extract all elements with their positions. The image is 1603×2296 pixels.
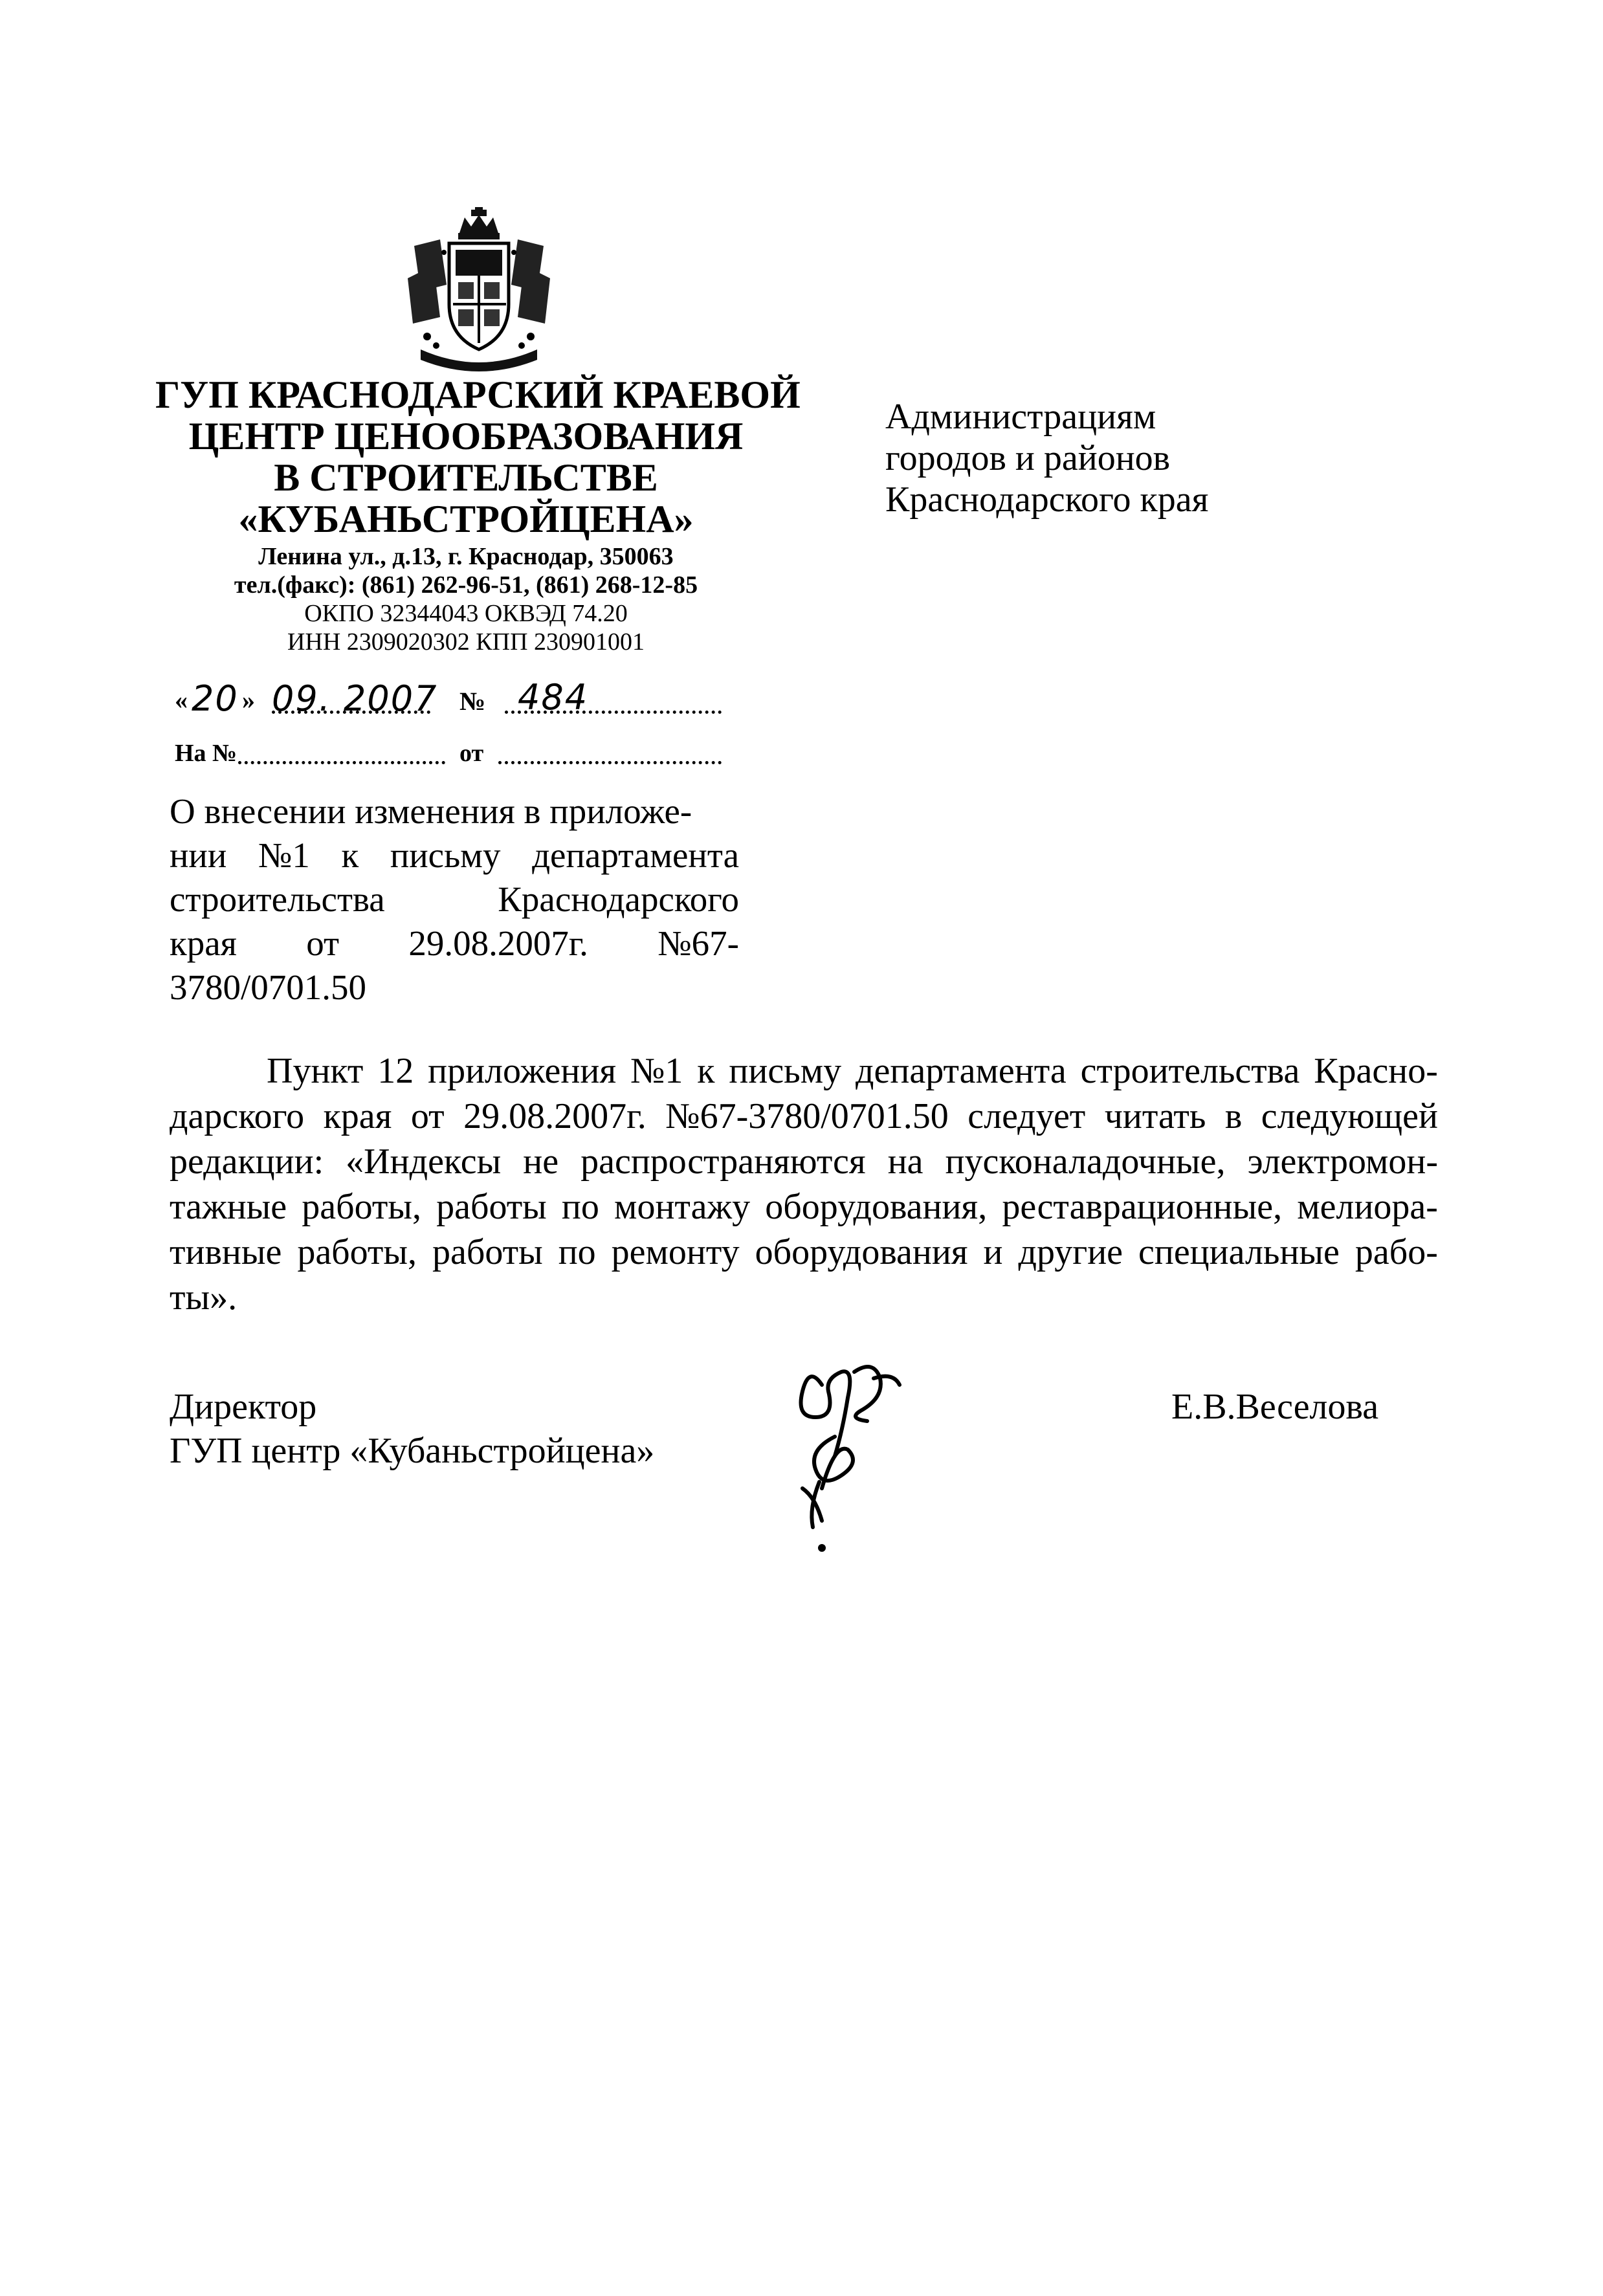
signatory-title <box>170 1385 752 1473</box>
organization-line-3: В СТРОИТЕЛЬСТВЕ <box>274 456 658 499</box>
organization-codes-1: ОКПО 32344043 ОКВЭД 74.20 <box>304 600 628 627</box>
registration-month-year: 09. 2007 <box>272 678 438 719</box>
body-word: работы <box>436 1187 547 1227</box>
organization-phone: тел.(факс): (861) 262-96-51, (861) 268-12-85 <box>234 571 698 599</box>
signatory-position: Директор <box>170 1387 317 1427</box>
organization-address: Ленина ул., д.13, г. Краснодар, 350063 <box>258 543 674 570</box>
body-word: и <box>983 1232 1003 1272</box>
subject-word: Краснодарского <box>498 879 739 919</box>
body-word: Пункт <box>267 1051 364 1091</box>
body-word: редакции: <box>170 1142 324 1182</box>
body-word: оборудования <box>755 1232 968 1272</box>
subject-word: 29.08.2007г. <box>408 923 588 963</box>
letter-body <box>170 1048 1438 1320</box>
registration-line: « 20 » 09. 2007 № 484 <box>175 685 725 723</box>
subject-word: нии <box>170 835 227 875</box>
subject-word: департамента <box>532 835 739 875</box>
subject-word: к <box>341 835 359 875</box>
organization-name <box>155 373 801 540</box>
body-word: ремонту <box>611 1232 740 1272</box>
signatory-organization: ГУП центр «Кубаньстройцена» <box>170 1431 655 1471</box>
registration-number: 484 <box>518 677 589 718</box>
body-word: работы <box>432 1232 543 1272</box>
body-word: читать <box>1104 1096 1206 1136</box>
body-word: тажные <box>170 1187 287 1227</box>
subject-word: края <box>170 923 237 963</box>
body-word: распространяются <box>580 1142 866 1182</box>
body-word: электромон- <box>1247 1142 1438 1182</box>
body-word: на <box>887 1142 923 1182</box>
body-word: №1 <box>630 1051 683 1091</box>
body-word: монтажу <box>614 1187 751 1227</box>
body-word: рабо- <box>1354 1232 1438 1272</box>
body-word: департамента <box>856 1051 1067 1091</box>
reference-from: от <box>459 740 484 767</box>
reference-line <box>175 739 725 771</box>
body-word: в <box>1224 1096 1243 1136</box>
handwritten-signature <box>783 1359 906 1553</box>
body-word: другие <box>1018 1232 1123 1272</box>
recipient-line-3: Краснодарского края <box>885 480 1209 520</box>
organization-contacts <box>155 542 777 656</box>
subject-word: от <box>306 923 340 963</box>
body-word: оборудования, <box>765 1187 988 1227</box>
organization-line-1: ГУП КРАСНОДАРСКИЙ КРАЕВОЙ <box>155 373 801 416</box>
subject-word: №1 <box>258 835 310 875</box>
organization-codes-2: ИНН 2309020302 КПП 230901001 <box>287 628 645 656</box>
body-word: строительства <box>1080 1051 1300 1091</box>
body-word: реставрационные, <box>1002 1187 1283 1227</box>
subject-word: №67- <box>658 923 739 963</box>
body-word: специальные <box>1138 1232 1340 1272</box>
body-word: дарского <box>170 1096 305 1136</box>
body-word: от <box>410 1096 445 1136</box>
subject-word: письму <box>390 835 501 875</box>
body-word: по <box>561 1187 599 1227</box>
body-word: мелиора- <box>1297 1187 1438 1227</box>
body-word: тивные <box>170 1232 282 1272</box>
body-word: Красно- <box>1314 1051 1438 1091</box>
body-word: по <box>558 1232 596 1272</box>
signatory-name: Е.В.Веселова <box>1171 1387 1379 1427</box>
body-word: работы, <box>297 1232 417 1272</box>
registration-day: 20 <box>192 678 239 719</box>
body-word: приложения <box>428 1051 617 1091</box>
subject-word: строительства <box>170 879 385 919</box>
body-word: 29.08.2007г. <box>463 1096 647 1136</box>
body-word: к <box>697 1051 715 1091</box>
subject-line-5: 3780/0701.50 <box>170 967 367 1007</box>
recipient-line-1: Администрациям <box>885 397 1156 437</box>
recipient-block <box>885 396 1338 520</box>
reference-prefix: На № <box>175 740 238 767</box>
recipient-line-2: городов и районов <box>885 438 1171 478</box>
body-word: следующей <box>1261 1096 1438 1136</box>
body-word: следует <box>967 1096 1086 1136</box>
registration-number-sign: № <box>459 687 486 716</box>
body-word: края <box>323 1096 392 1136</box>
body-word: ты». <box>170 1277 238 1318</box>
subject-line-1: О внесении изменения в приложе- <box>170 791 692 831</box>
letter-subject <box>170 789 739 1010</box>
body-word: «Индексы <box>346 1142 502 1182</box>
organization-line-2: ЦЕНТР ЦЕНООБРАЗОВАНИЯ <box>188 415 744 458</box>
body-word: 12 <box>377 1051 414 1091</box>
body-word: пусконаладочные, <box>945 1142 1226 1182</box>
body-word: письму <box>729 1051 842 1091</box>
body-word: №67-3780/0701.50 <box>665 1096 949 1136</box>
body-word: работы, <box>302 1187 421 1227</box>
organization-line-4: «КУБАНЬСТРОЙЦЕНА» <box>238 498 694 540</box>
coat-of-arms-emblem <box>395 207 563 375</box>
body-word: не <box>523 1142 559 1182</box>
